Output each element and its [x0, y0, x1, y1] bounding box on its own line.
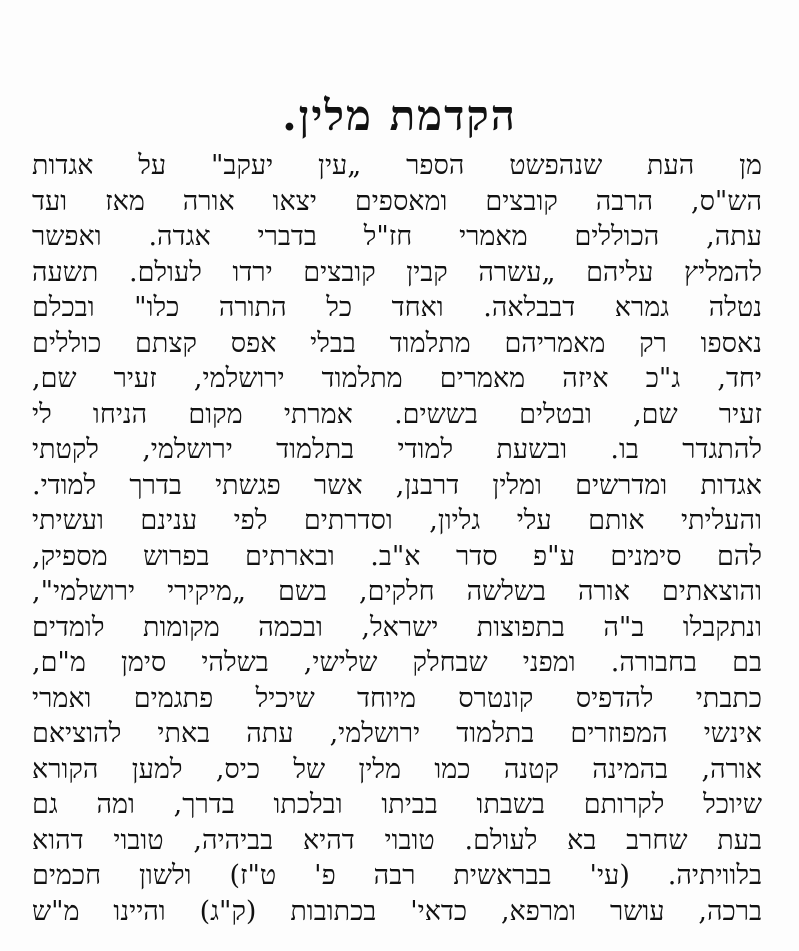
line-text: יחד, ג"כ איזה מאמרים מתלמוד ירושלמי, זעיר שם, — [32, 363, 762, 394]
text-line-6 — [32, 326, 762, 362]
text-line-15 — [32, 645, 762, 681]
line-text: והעליתי אותם עלי גליון, וסדרתים לפי ענינם ועשיתי — [32, 505, 762, 536]
line-text: בלוויתיה. (עי' בבראשית רבה פ' ט"ז) ולשון חכמים — [32, 860, 762, 891]
text-line-13 — [32, 574, 762, 610]
line-text: להם סימנים ע"פ סדר א"ב. ובארתים בפרוש מספיק, — [32, 540, 762, 572]
text-line-18 — [32, 752, 762, 788]
text-line-11 — [32, 503, 762, 539]
text-line-8 — [32, 397, 762, 433]
text-line-17 — [32, 716, 762, 752]
line-text: שיוכל לקרותם בשבתו בביתו ובלכתו בדרך, ומה גם — [32, 789, 762, 820]
text-line-7 — [32, 361, 762, 397]
text-line-1 — [32, 148, 762, 184]
text-line-5 — [32, 290, 762, 326]
page-title: הקדמת מלין. — [282, 91, 517, 140]
text-line-12 — [32, 539, 762, 575]
text-line-4 — [32, 255, 762, 291]
text-line-3 — [32, 219, 762, 255]
line-text: כתבתי להדפיס קונטרס מיוחד שיכיל פתגמים ואמרי — [32, 682, 762, 714]
line-text: ונתקבלו ב"ה בתפוצות ישראל, ובכמה מקומות לומדים — [32, 611, 762, 643]
text-line-2 — [32, 184, 762, 220]
line-text: אורה, בהמינה קטנה כמו מלין של כיס, למען הקורא — [32, 753, 762, 785]
line-text: נטלה גמרא דבבלאה. ואחד כל התורה כלו" ובכלם — [32, 292, 762, 323]
line-text: בעת שחרב בא לעולם. טובוי דהיא בביהיה, טובוי דהוא — [32, 824, 762, 856]
text-line-19 — [32, 787, 762, 823]
line-text: זעיר שם, ובטלים בששים. אמרתי מקום הניחו לי — [32, 398, 762, 430]
line-text: הש"ס, הרבה קובצים ומאספים יצאו אורה מאז ועד — [32, 185, 762, 217]
text-line-20 — [32, 823, 762, 859]
body-text — [32, 148, 762, 929]
line-text: אגדות ומדרשים ומלין דרבנן, אשר פגשתי בדרך למודי. — [32, 469, 762, 501]
text-line-9 — [32, 432, 762, 468]
line-text: אינשי המפוזרים בתלמוד ירושלמי, עתה באתי להוציאם — [32, 718, 762, 749]
line-text: להמליץ עליהם „עשרה קבין קובצים ירדו לעולם. תשעה — [32, 256, 762, 288]
line-text: ברכה, עושר ומרפא, כדאי' בכתובות (ק"ג) והיינו מ"ש — [32, 895, 762, 927]
text-line-21 — [32, 858, 762, 894]
line-text: עתה, הכוללים מאמרי חז"ל בדברי אגדה. ואפשר — [32, 221, 762, 252]
text-line-16 — [32, 681, 762, 717]
text-line-22 — [32, 894, 762, 930]
text-line-14 — [32, 610, 762, 646]
line-text: להתגדר בו. ובשעת למודי בתלמוד ירושלמי, לקטתי — [32, 434, 762, 465]
line-text: והוצאתים אורה בשלשה חלקים, בשם „מיקירי ירושלמי", — [32, 576, 762, 607]
line-text: בם בחבורה. ומפני שבחלק שלישי, בשלהי סימן מ"ם, — [32, 647, 762, 678]
text-line-10 — [32, 468, 762, 504]
line-text: מן העת שנהפשט הספר „עין יעקב" על אגדות — [32, 150, 762, 181]
line-text: נאספו רק מאמריהם מתלמוד בבלי אפס קצתם כוללים — [32, 327, 762, 359]
